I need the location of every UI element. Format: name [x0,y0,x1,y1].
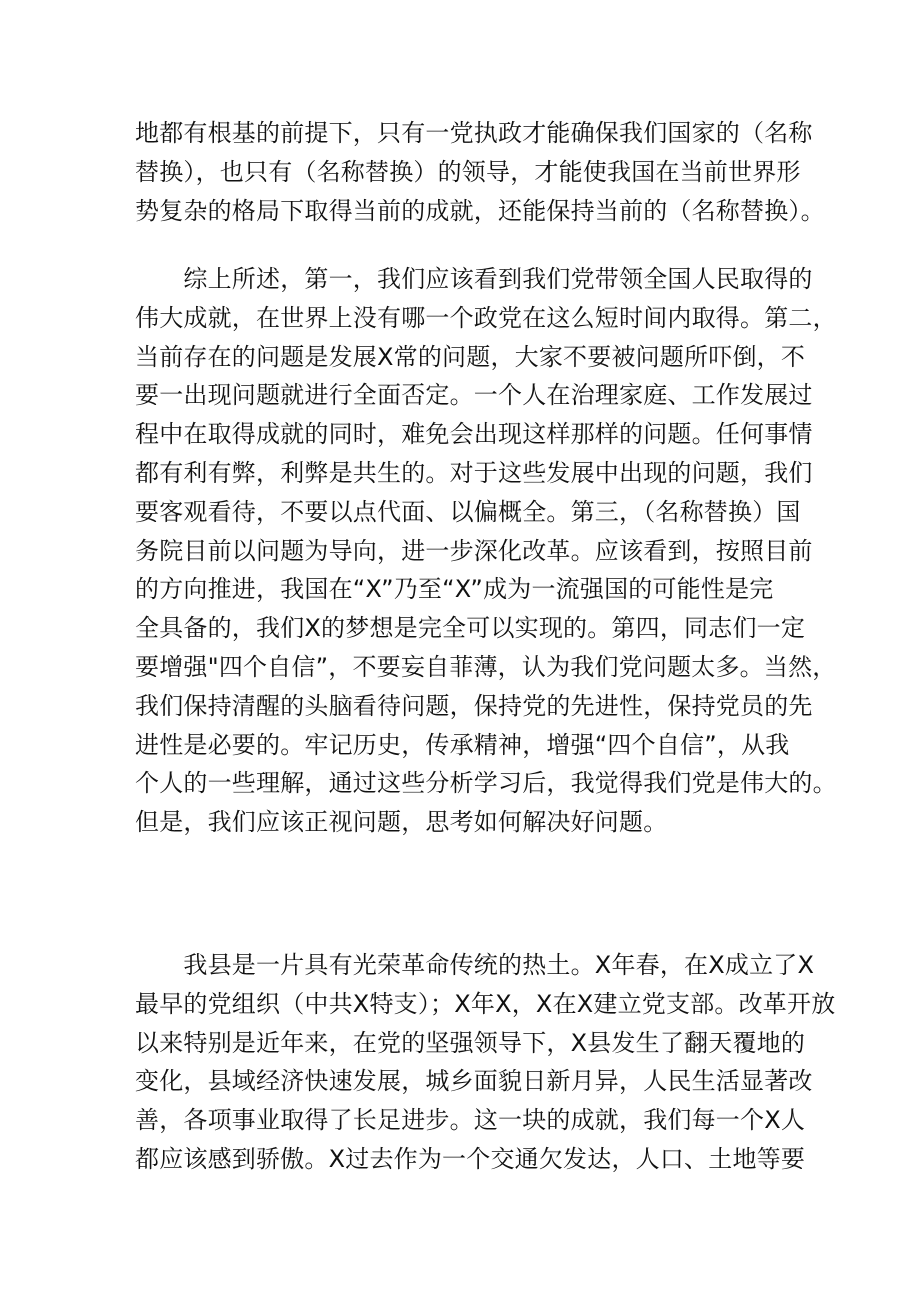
text-line: 综上所述，第一，我们应该看到我们党带领全国人民取得的 [135,265,813,293]
text-line [135,842,795,881]
text-line: 伟大成就，在世界上没有哪一个政党在这么短时间内取得。第二， [135,303,837,332]
text-line: 替换），也只有（名称替换）的领导，才能使我国在当前世界形 [135,157,801,186]
text-line: 进性是必要的。牢记历史，传承精神，增强“四个自信”，从我 [135,730,790,759]
text-line: 地都有根基的前提下，只有一党执政才能确保我们国家的（名称 [135,119,813,147]
text-line: 程中在取得成就的同时，难免会出现这样那样的问题。任何事情 [135,420,813,449]
paragraph-1 [135,114,825,230]
paragraph-3 [135,946,836,1179]
text-line: 但是，我们应该正视问题，思考如何解决好问题。 [135,808,668,837]
text-line: 要一出现问题就进行全面否定。一个人在治理家庭、工作发展过 [135,381,813,410]
text-line: 我们保持清醒的头脑看待问题，保持党的先进性，保持党员的先 [135,691,813,720]
text-line: 善，各项事业取得了长足进步。这一块的成就，我们每一个X人 [135,1106,806,1135]
text-line: 都应该感到骄傲。X过去作为一个交通欠发达，人口、土地等要 [135,1144,806,1173]
text-line: 当前存在的问题是发展X常的问题，大家不要被问题所吓倒，不 [135,342,806,371]
text-line: 最早的党组织（中共X特支）；X年X，X在X建立党支部。改革开放 [135,989,836,1018]
text-line: 个人的一些理解，通过这些分析学习后，我觉得我们党是伟大的。 [135,769,837,798]
text-line: 全具备的，我们X的梦想是完全可以实现的。第四，同志们一定 [135,614,806,643]
text-line: 势复杂的格局下取得当前的成就，还能保持当前的（名称替换）。 [135,196,825,225]
text-line: 都有利有弊，利弊是共生的。对于这些发展中出现的问题，我们 [135,458,813,487]
text-line: 要客观看待，不要以点代面、以偏概全。第三，（名称替换）国 [135,497,801,526]
text-line: 的方向推进，我国在“X”乃至“X”成为一流强国的可能性是完 [135,575,774,604]
text-line: 以来特别是近年来，在党的坚强领导下，X县发生了翻天覆地的 [135,1028,806,1057]
text-line: 变化，县域经济快速发展，城乡面貌日新月异，人民生活显著改 [135,1067,813,1096]
paragraph-2 [135,260,837,881]
text-line: 我县是一片具有光荣革命传统的热土。X年春，在X成立了X [135,951,815,979]
text-line: 要增强"四个自信”，不要妄自菲薄，认为我们党问题太多。当然， [135,652,837,681]
text-line: 务院目前以问题为导向，进一步深化改革。应该看到，按照目前 [135,536,813,565]
